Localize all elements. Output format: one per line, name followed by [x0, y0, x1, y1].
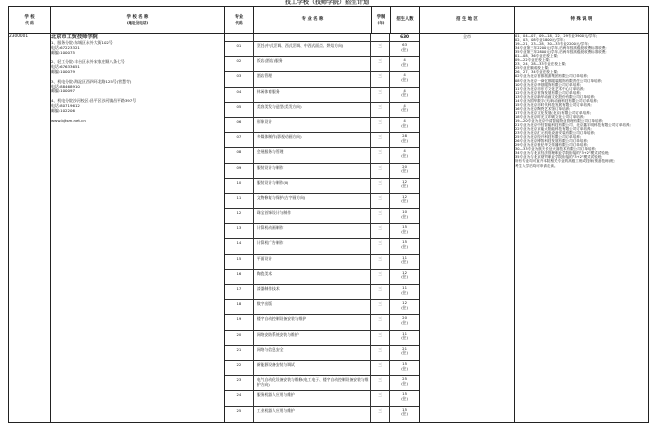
major-count-note: (住): [401, 183, 408, 189]
major-count-value: 15: [402, 391, 407, 397]
major-years: 三: [371, 361, 390, 375]
major-count-note: (住): [401, 107, 408, 113]
major-name: 网络与信息安全: [254, 346, 371, 360]
major-count-note: (住): [401, 213, 408, 219]
note-line: 23专业为北京汇元机电设备安装有限公司订单培养;: [515, 131, 596, 136]
major-name: 服务机器人应用与维护: [254, 391, 371, 405]
major-count-note: (住): [401, 137, 408, 143]
note-line: 34专业为与北京经济管理职业学院衔接的"3+2"模式试验班;: [515, 151, 610, 156]
major-count-note: (住): [401, 244, 408, 250]
major-row: [225, 88, 419, 103]
major-row: [225, 179, 419, 194]
total-row: [225, 34, 419, 42]
page-title: 技工学校（技师学院）招生计划: [284, 0, 369, 6]
major-years: 三: [371, 72, 390, 86]
major-count-value: 15: [402, 224, 407, 230]
school-address-line: 4、机电分院沙河校区:昌平区沙河镇昌平路397号: [51, 98, 137, 104]
major-count-value: 25: [402, 376, 407, 382]
major-count: [390, 133, 419, 147]
note-line: 34专业第三年2200元/学年,后两年按高级段收费标准收费;: [515, 46, 607, 51]
major-count-value: 20: [402, 163, 407, 169]
note-line: 08专业为北京一商忆都服装服饰有限责任公司订单培养;: [515, 78, 603, 83]
note-line: 26专业为北京博智科技发展有限公司订单培养;: [515, 139, 589, 144]
note-line: 19—21、23—28、30—33专业2200元/学年;: [515, 42, 589, 47]
note-line: 所有专业均可直升本院相关专业的高级工班或技师(预备技师)班;: [515, 159, 615, 164]
school-address-line: www.bjtsm.net.cn: [51, 117, 86, 123]
major-years: 三: [371, 376, 390, 390]
major-name: 计算机动画制作: [254, 224, 371, 238]
note-line: 21专业为北京中经智能科技有限公司、北京鑫宇明科技有限公司订单培养;: [515, 123, 631, 128]
major-count-note: (住): [401, 304, 408, 310]
major-row: [225, 164, 419, 179]
major-name: 酒店管理: [254, 72, 371, 86]
major-count-value: 4: [403, 117, 406, 123]
major-count: [390, 300, 419, 314]
major-code: 12: [225, 209, 254, 223]
major-row: [225, 72, 419, 87]
note-line: 22专业为北京京能太阳能科技有限公司订单培养;: [515, 127, 592, 132]
major-years: 三: [371, 179, 390, 193]
major-name: 饭店(酒店)服务: [254, 57, 371, 71]
major-count: [390, 239, 419, 253]
major-code: 20: [225, 331, 254, 345]
major-years: 三: [371, 391, 390, 405]
major-name: 计算机广告制作: [254, 239, 371, 253]
major-years: 三: [371, 300, 390, 314]
major-name: 陶瓷美术: [254, 270, 371, 284]
note-line: 35专业第三年2800元/学年,后两年按高级段收费标准收费;: [515, 50, 607, 55]
note-line: 26、27、34专业在校上课;: [515, 70, 559, 75]
major-count: [390, 164, 419, 178]
major-count: [390, 118, 419, 132]
school-address-line: 邮编:102206: [51, 107, 75, 113]
major-row: [225, 42, 419, 57]
major-count-value: 12: [402, 193, 407, 199]
major-row: [225, 391, 419, 406]
major-name: 漆器制作技术: [254, 285, 371, 299]
major-code: 04: [225, 88, 254, 102]
major-years: 三: [371, 224, 390, 238]
school-address-line: 邮编:100075: [51, 49, 75, 55]
major-row: [225, 209, 419, 224]
note-line: 09—22专业在校上课;: [515, 58, 551, 63]
major-code: 02: [225, 57, 254, 71]
major-count-value: 15: [402, 406, 407, 412]
major-code: 01: [225, 42, 254, 56]
school-address-line: 电话:67633651: [51, 64, 80, 70]
major-count: [390, 255, 419, 269]
majors-list: [225, 42, 419, 422]
major-count: [390, 209, 419, 223]
major-name: 楼宇自动控制设备安装与维护: [254, 315, 371, 329]
note-line: 14专业为国华数字(天津)动画科技有限公司订单培养;: [515, 98, 598, 103]
note-line: 考生入学后均可申请走读。: [515, 163, 558, 168]
major-years: 三: [371, 331, 390, 345]
major-years: 三: [371, 255, 390, 269]
major-name: 服装设计与制作(Ⅱ): [254, 179, 371, 193]
major-count-value: 4: [403, 72, 406, 78]
major-count-value: 11: [402, 285, 407, 290]
special-notes: [515, 34, 649, 423]
major-count-value: 12: [402, 178, 407, 184]
major-code: 07: [225, 133, 254, 147]
major-years: 三: [371, 285, 390, 299]
major-code: 17: [225, 285, 254, 299]
major-count: [390, 376, 419, 390]
major-name: 数字出版: [254, 300, 371, 314]
major-count-value: 12: [402, 269, 407, 275]
major-count-value: 4: [403, 102, 406, 108]
school-row: [9, 34, 649, 423]
total-count: 630: [400, 34, 410, 40]
major-years: 三: [371, 118, 390, 132]
header-major-name: 专 业 名 称: [254, 7, 372, 34]
school-address-line: 邮编:100097: [51, 88, 75, 94]
major-years: 三: [371, 346, 390, 360]
major-years: 三: [371, 407, 390, 422]
major-count: [390, 57, 419, 71]
major-years: 三: [371, 164, 390, 178]
major-row: [225, 255, 419, 270]
major-row: [225, 376, 419, 391]
major-row: [225, 300, 419, 315]
major-count: [390, 72, 419, 86]
major-count-note: (住): [401, 411, 408, 417]
major-code: 24: [225, 391, 254, 405]
major-code: 16: [225, 270, 254, 284]
header-school-name: 学 校 名 称 (地址及电话): [51, 7, 225, 34]
major-name: 烹饪(中式烹调、西式烹调、中西式面点、烘焙方向): [254, 42, 371, 56]
major-count-value: 21: [402, 345, 407, 351]
header-school-code: 学 校 代 码: [9, 7, 51, 34]
major-name: 美容美发与造型(美发方向): [254, 103, 371, 117]
major-row: [225, 361, 419, 376]
major-name: 平面设计: [254, 255, 371, 269]
major-code: 10: [225, 179, 254, 193]
major-years: 三: [371, 209, 390, 223]
majors-block: [225, 34, 420, 423]
major-count: [390, 407, 419, 422]
major-count: [390, 194, 419, 208]
major-years: 三: [371, 315, 390, 329]
note-line: 35专业为与北京财贸职业学院衔接的"3+2"模式试验班;: [515, 155, 603, 160]
major-count-note: (住): [401, 365, 408, 371]
major-name: 文物修复与保护(古字画方向): [254, 194, 371, 208]
major-count-note: (住): [401, 274, 408, 280]
major-row: [225, 270, 419, 285]
school-address-line: 2、轻工分院:丰台区永外宋家庄顺八条七号: [51, 59, 125, 65]
note-line: 23、24、28—33专业在校上课;: [515, 62, 567, 67]
major-row: [225, 133, 419, 148]
note-line: 15专业为北京市时代科技发展有限公司订单培养;: [515, 102, 592, 107]
major-name: 会展服务与管理: [254, 148, 371, 162]
major-count-value: 63: [402, 42, 407, 47]
note-line: 02专业为北京首都旅游集团有限公司订单培养;: [515, 74, 589, 79]
major-count: [390, 391, 419, 405]
major-count-value: 15: [402, 239, 407, 245]
major-name: 多媒体制作(影视动画方向): [254, 133, 371, 147]
major-code: 22: [225, 361, 254, 375]
major-row: [225, 407, 419, 422]
major-years: 三: [371, 103, 390, 117]
header-notes: 特 殊 说 明: [515, 7, 649, 34]
major-row: [225, 118, 419, 133]
major-years: 三: [371, 57, 390, 71]
major-years: 三: [371, 88, 390, 102]
header-years: 学制 (年): [372, 7, 391, 34]
major-count: [390, 179, 419, 193]
major-count: [390, 270, 419, 284]
school-address-line: 3、机电分院:海淀区西四环北路125号(营慧寺): [51, 78, 132, 84]
major-count-note: (住): [401, 319, 408, 325]
major-count-value: 28: [402, 133, 407, 139]
note-line: 29专业为北京世纪华文传播有限公司订单培养;: [515, 143, 589, 148]
school-addresses: [51, 41, 224, 123]
major-count: [390, 331, 419, 345]
major-count-note: (住): [401, 198, 408, 204]
school-address-line: 1、服务分院:东城区永外大街102号: [51, 40, 113, 45]
note-line: 17专业为北京文化发展(北京)有限公司订单培养;: [515, 110, 591, 115]
major-count-value: 15: [402, 360, 407, 366]
major-code: 09: [225, 164, 254, 178]
major-row: [225, 103, 419, 118]
note-line: 30—33专业为航天长征火箭技术有限公司订单培养;: [515, 147, 597, 152]
school-address-line: 电话:67223321: [51, 44, 80, 50]
major-code: 06: [225, 118, 254, 132]
major-count: [390, 88, 419, 102]
major-row: [225, 285, 419, 300]
major-count-note: (住): [401, 335, 408, 341]
major-years: 三: [371, 42, 390, 56]
enrollment-table: [8, 6, 649, 423]
note-line: 25专业在顺成校上课;: [515, 66, 550, 71]
major-count-value: 12: [402, 300, 407, 306]
major-name: 网络安防系统安装与维护: [254, 331, 371, 345]
major-row: [225, 194, 419, 209]
major-code: 08: [225, 148, 254, 162]
major-code: 13: [225, 224, 254, 238]
note-line: 11专业为北京市东方文化艺术中心订单培养;: [515, 86, 585, 91]
major-name: 珠宝首饰设计与制作: [254, 209, 371, 223]
major-row: [225, 239, 419, 254]
major-code: 11: [225, 194, 254, 208]
major-name: 形象设计: [254, 118, 371, 132]
major-count-note: (住): [401, 46, 408, 52]
note-line: 10专业为北京华基服饰有限公司订单培养;: [515, 82, 582, 87]
major-count-note: (住): [401, 152, 408, 158]
note-line: 13专业为北京新华动画文化股份有限公司订单培养;: [515, 94, 596, 99]
major-count-note: (住): [401, 92, 408, 98]
note-line: 18专业为北京时光文印刷文化公司订单培养;: [515, 114, 585, 119]
note-line: 19—20专业为北京中清智能物业管理有限公司订单培养;: [515, 118, 604, 123]
major-count-note: (住): [401, 395, 408, 401]
major-count-note: (住): [401, 289, 408, 295]
major-code: 05: [225, 103, 254, 117]
major-row: [225, 346, 419, 361]
major-count: [390, 315, 419, 329]
major-code: 23: [225, 376, 254, 390]
major-count-value: 4: [403, 148, 406, 154]
note-line: 25专业为北京经开科技有限公司订单培养;: [515, 135, 582, 140]
note-line: 12专业为北京首饰发展有限公司订单培养;: [515, 90, 582, 95]
school-info: [51, 34, 225, 423]
major-code: 15: [225, 255, 254, 269]
major-code: 14: [225, 239, 254, 253]
major-code: 21: [225, 346, 254, 360]
major-count-value: 10: [402, 209, 407, 215]
major-code: 19: [225, 315, 254, 329]
school-address-line: 邮编:100079: [51, 68, 75, 74]
major-count: [390, 224, 419, 238]
major-years: 三: [371, 133, 390, 147]
major-count-value: 11: [402, 254, 407, 260]
major-code: 03: [225, 72, 254, 86]
major-years: 三: [371, 239, 390, 253]
major-count-value: 4: [403, 57, 406, 63]
major-count: [390, 346, 419, 360]
major-count-value: 11: [402, 330, 407, 336]
major-name: 休闲体育服务: [254, 88, 371, 102]
header-enrollment: 招生人数: [391, 7, 420, 34]
school-name: 北京市工贸技师学院: [51, 34, 98, 40]
major-years: 三: [371, 194, 390, 208]
major-count-note: (住): [401, 350, 408, 356]
header-major-code: 专业 代码: [225, 7, 254, 34]
major-count-value: 4: [403, 87, 406, 93]
note-line: 01—08、36专业在校上课;: [515, 54, 559, 59]
major-name: 电气自动化设备安装与维修(电工电子、楼宇自动控制设备安装与维护方向): [254, 376, 371, 390]
major-count-note: (住): [401, 122, 408, 128]
major-name: 新能源设备安装与调试: [254, 361, 371, 375]
major-name: 工业机器人应用与维护: [254, 407, 371, 422]
major-count: [390, 285, 419, 299]
major-row: [225, 224, 419, 239]
major-count-note: (住): [401, 61, 408, 67]
major-count-note: (住): [401, 259, 408, 265]
major-count-note: (住): [401, 76, 408, 82]
note-line: 02、03、08专业1800元/学年;: [515, 38, 565, 43]
major-count: [390, 103, 419, 117]
major-name: 服装设计与制作: [254, 164, 371, 178]
major-code: 18: [225, 300, 254, 314]
school-code: 2300001: [9, 34, 51, 423]
note-line: 16专业为北京陶瓷艺术馆订单培养;: [515, 106, 571, 111]
header-area: 招 生 地 区: [420, 7, 515, 34]
major-count-note: (住): [401, 168, 408, 174]
major-row: [225, 148, 419, 163]
major-count: [390, 42, 419, 56]
major-row: [225, 57, 419, 72]
table-header-row: [9, 7, 649, 34]
school-address-line: 电话:88468910: [51, 83, 80, 89]
major-count: [390, 148, 419, 162]
major-years: 三: [371, 270, 390, 284]
major-years: 三: [371, 148, 390, 162]
major-count-value: 20: [402, 315, 407, 321]
enroll-area: 全市: [420, 34, 515, 423]
school-address-line: 电话:80719612: [51, 102, 80, 108]
major-count-note: (住): [401, 228, 408, 234]
major-row: [225, 331, 419, 346]
major-count: [390, 361, 419, 375]
note-line: 01、04—07、09—18、22、29专业3900元/学年;: [515, 34, 598, 38]
major-code: 25: [225, 407, 254, 422]
major-count-note: (住): [401, 380, 408, 386]
major-row: [225, 315, 419, 330]
